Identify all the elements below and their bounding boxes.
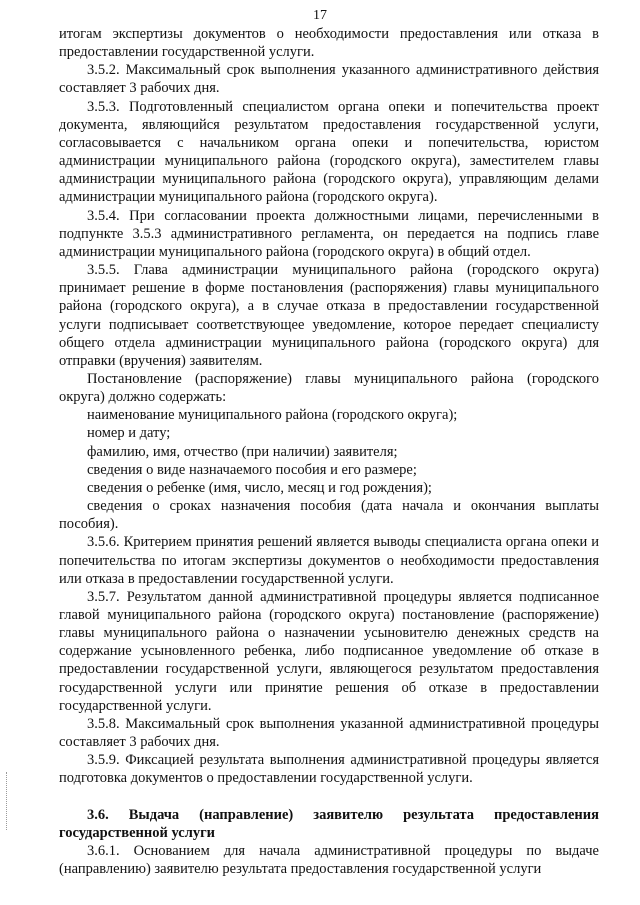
list-item: наименование муниципального района (городского округа); xyxy=(87,407,458,424)
paragraph-3-5-5: 3.5.5. Глава администрации муниципального района (городского округа) принимает решение в форме постановления (распоряжения) главы муниципального района (городского округа), а в случае отказа в предоставлении государственной услуги подписывает соответствующее уведомление, которое передает специалисту общего отдела администрации муниципального района (городского округа) для отправки (вручения) заявителям. xyxy=(59,262,599,369)
paragraph-3-5-4: 3.5.4. При согласовании проекта должностными лицами, перечисленными в подпункте 3.5.3 административного регламента, он передается на подпись главе администрации муниципального района (городского округа) в общий отдел. xyxy=(59,207,599,260)
paragraph-3-6-1: 3.6.1. Основанием для начала административной процедуры по выдаче (направлению) заявителю результата предоставления государственной услуги xyxy=(59,842,599,878)
section-heading-3-6: 3.6. Выдача (направление) заявителю результата предоставления государственной услуги xyxy=(59,806,599,841)
binding-margin-mark xyxy=(6,772,10,830)
paragraph-3-5-8: 3.5.8. Максимальный срок выполнения указанной административной процедуры составляет 3 рабочих дня. xyxy=(59,715,599,751)
paragraph-3-5-3: 3.5.3. Подготовленный специалистом органа опеки и попечительства проект документа, являющийся результатом предоставления государственной услуги, согласовывается с начальником органа опеки и попечительства, юристом администрации муниципального района (городского округа), заместителем главы администрации муниципального района (городского округа), управляющим делами администрации муниципального района (городского округа). xyxy=(59,98,599,206)
paragraph-continuation: итогам экспертизы документов о необходимости предоставления или отказа в предоставлении государственной услуги. xyxy=(59,26,599,61)
paragraph-3-5-2: 3.5.2. Максимальный срок выполнения указанного административного действия составляет 3 рабочих дня. xyxy=(59,62,599,97)
document-body xyxy=(59,25,599,878)
paragraph-3-5-6: 3.5.6. Критерием принятия решений является выводы специалиста органа опеки и попечительства по итогам экспертизы документов о необходимости предоставления или отказа в предоставлении государственной услуги. xyxy=(59,534,599,587)
paragraph-resolution-contents: Постановление (распоряжение) главы муниципального района (городского округа) должно содержать: xyxy=(59,370,599,406)
page-number: 17 xyxy=(313,8,327,23)
list-item: номер и дату; xyxy=(87,425,171,442)
list-item: фамилию, имя, отчество (при наличии) заявителя; xyxy=(87,443,398,460)
paragraph-3-5-7: 3.5.7. Результатом данной административной процедуры является подписанное главой муниципального района (городского округа) постановление (распоряжение) главы муниципального района о назначении усыновителю денежных средств на содержание усыновленного ребенка, либо подписанное уведомление об отказе в предоставлении государственной услуги, являющегося результатом предоставления государственной услуги или принятие решения об отказе в предоставлении государственной услуги. xyxy=(59,588,599,714)
list-item: сведения о ребенке (имя, число, месяц и год рождения); xyxy=(87,479,432,496)
list-item: сведения о виде назначаемого пособия и его размере; xyxy=(87,461,417,478)
list-item: сведения о сроках назначения пособия (дата начала и окончания выплаты пособия). xyxy=(59,498,599,533)
paragraph-3-5-9: 3.5.9. Фиксацией результата выполнения административной процедуры является подготовка документов о предоставлении государственной услуги. xyxy=(59,752,599,787)
